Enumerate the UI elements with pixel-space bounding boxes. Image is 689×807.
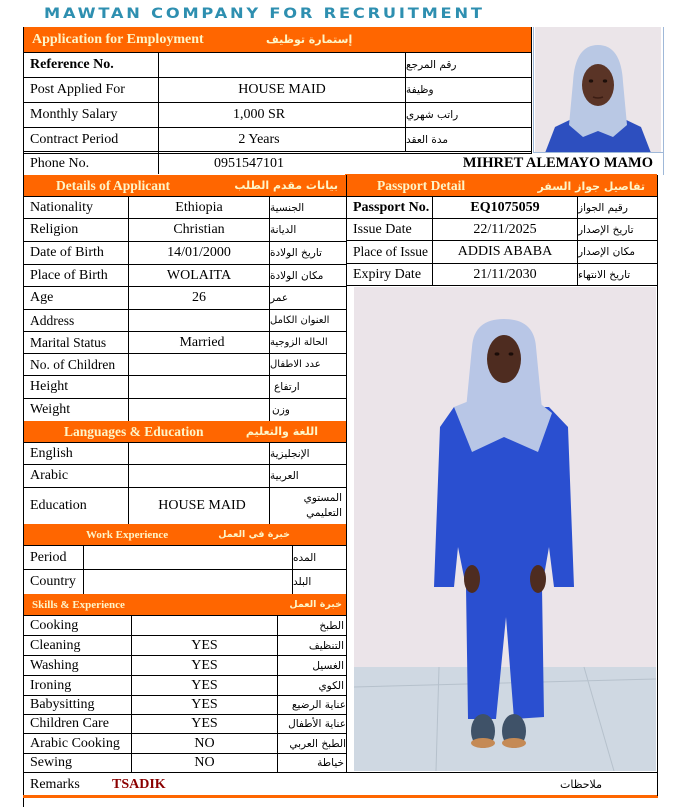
pob-label: Place of Birth — [30, 267, 108, 283]
skill-sewing-label-ar: خياطة — [317, 757, 344, 769]
period-value[interactable] — [84, 546, 292, 569]
skill-children-care-label: Children Care — [30, 716, 109, 731]
marital-status-value[interactable]: Married — [179, 334, 225, 350]
skill-arabic-cooking-value[interactable]: NO — [194, 735, 215, 751]
skill-ironing-label: Ironing — [30, 677, 72, 693]
education-label-ar-line1: المستوي — [303, 492, 342, 504]
applicant-details-header-ar: بيانات مقدم الطلب — [234, 179, 338, 192]
skills-header-en: Skills & Experience — [32, 598, 125, 611]
weight-label: Weight — [30, 402, 71, 417]
height-label: Height — [30, 379, 69, 394]
issue-date-label-ar: تاريخ الإصدار — [578, 223, 634, 236]
remarks-value[interactable]: TSADIK — [112, 776, 166, 792]
period-label: Period — [30, 549, 67, 565]
skill-sewing-value[interactable]: NO — [194, 755, 215, 770]
reference-label: Reference No. — [30, 57, 114, 72]
languages-header-ar: اللغة والتعليم — [245, 425, 318, 438]
remarks-label-ar: ملاحظات — [560, 778, 602, 791]
address-label: Address — [30, 312, 75, 328]
skills-header-ar: خبرة العمل — [289, 599, 342, 610]
remarks-label: Remarks — [30, 776, 80, 792]
post-label-ar: وظيفة — [406, 84, 434, 96]
full-body-image — [354, 287, 656, 771]
education-value[interactable]: HOUSE MAID — [158, 498, 246, 513]
skill-babysitting-label-ar: عناية الرضيع — [291, 699, 346, 711]
address-value[interactable] — [129, 310, 269, 331]
place-of-issue-label-ar: مكان الإصدار — [578, 246, 635, 258]
education-label-ar — [270, 489, 342, 523]
application-header-ar: إستمارة توظيف — [266, 33, 353, 46]
religion-label-ar: الديانة — [270, 224, 297, 236]
english-value[interactable] — [129, 443, 269, 464]
reference-label-ar: رقم المرجع — [406, 59, 457, 71]
skill-children-care-label-ar: عناية الأطفال — [288, 718, 346, 730]
skill-washing-value[interactable]: YES — [191, 657, 218, 673]
reference-value[interactable] — [159, 53, 405, 77]
marital-status-label: Marital Status — [30, 334, 107, 350]
work-experience-header-ar: خبرة في العمل — [218, 529, 290, 540]
arabic-label-ar: العربية — [270, 470, 299, 482]
weight-value[interactable] — [129, 399, 269, 421]
post-label: Post Applied For — [30, 82, 125, 97]
skill-cooking-value[interactable] — [132, 616, 277, 635]
children-value[interactable] — [129, 354, 269, 375]
education-label-ar-line2: التعليمي — [306, 507, 342, 519]
pob-label-ar: مكان الولادة — [270, 269, 324, 282]
religion-label: Religion — [30, 222, 79, 237]
passport-no-label-ar: رقيم الجواز — [578, 201, 628, 214]
salary-label-ar: راتب شهري — [406, 109, 459, 121]
post-value[interactable]: HOUSE MAID — [238, 82, 326, 97]
skill-washing-label: Washing — [30, 657, 79, 673]
portrait-image — [535, 27, 661, 153]
issue-date-value[interactable]: 22/11/2025 — [473, 221, 537, 237]
expiry-date-label: Expiry Date — [353, 266, 422, 282]
salary-label: Monthly Salary — [30, 107, 118, 122]
contract-label: Contract Period — [30, 131, 119, 147]
skill-sewing-label: Sewing — [30, 755, 72, 770]
height-value[interactable] — [129, 376, 269, 398]
skill-arabic-cooking-label-ar: الطبخ العربي — [289, 737, 346, 750]
work-experience-header-en: Work Experience — [86, 528, 169, 541]
passport-header-en: Passport Detail — [377, 178, 466, 193]
languages-header — [24, 421, 346, 442]
pob-value[interactable]: WOLAITA — [166, 267, 232, 283]
english-label: English — [30, 445, 73, 461]
address-label-ar: العنوان الكامل — [270, 315, 330, 326]
expiry-date-label-ar: تاريخ الانتهاء — [578, 268, 631, 281]
skills-header — [24, 594, 346, 615]
nationality-label-ar: الجنسية — [270, 201, 305, 214]
skill-cleaning-label: Cleaning — [30, 637, 81, 653]
applicant-details-header — [24, 175, 346, 196]
company-title: MAWTAN COMPANY FOR RECRUITMENT — [44, 6, 485, 22]
skill-cooking-label: Cooking — [30, 617, 79, 633]
skill-babysitting-label: Babysitting — [30, 697, 95, 712]
applicant-details-header-en: Details of Applicant — [56, 177, 171, 193]
skill-children-care-value[interactable]: YES — [191, 716, 218, 731]
phone-label: Phone No. — [30, 156, 90, 171]
arabic-label: Arabic — [30, 468, 69, 483]
country-value[interactable] — [84, 570, 292, 594]
applicant-full-body-photo — [354, 287, 656, 771]
expiry-date-value[interactable]: 21/11/2030 — [473, 266, 537, 282]
education-label: Education — [30, 498, 87, 513]
religion-value[interactable]: Christian — [173, 222, 225, 237]
age-value[interactable]: 26 — [192, 290, 206, 305]
place-of-issue-label: Place of Issue — [353, 244, 428, 259]
languages-header-en: Languages & Education — [64, 423, 204, 439]
children-label-ar: عدد الاطفال — [270, 359, 321, 370]
marital-status-label-ar: الحالة الزوجية — [270, 337, 328, 348]
country-label-ar: البلد — [293, 576, 312, 588]
skill-ironing-value[interactable]: YES — [191, 677, 218, 693]
weight-label-ar: وزن — [272, 404, 290, 416]
english-label-ar: الإنجليزية — [270, 447, 310, 460]
nationality-value[interactable]: Ethiopia — [175, 199, 223, 215]
skill-arabic-cooking-label: Arabic Cooking — [30, 735, 120, 751]
passport-header-ar: تفاصيل جواز السفر — [537, 179, 645, 193]
nationality-label: Nationality — [30, 199, 93, 215]
application-header — [24, 27, 531, 52]
applicant-name: MIHRET ALEMAYO MAMO — [462, 154, 653, 171]
contract-value[interactable]: 2 Years — [238, 131, 280, 147]
place-of-issue-value[interactable]: ADDIS ABABA — [457, 244, 553, 259]
skill-cleaning-label-ar: التنظيف — [308, 639, 344, 652]
period-label-ar: المده — [293, 551, 317, 564]
skill-babysitting-value[interactable]: YES — [191, 697, 218, 712]
children-label: No. of Children — [30, 356, 116, 372]
dob-label-ar: تاريخ الولادة — [270, 247, 322, 259]
skill-cleaning-value[interactable]: YES — [191, 637, 218, 653]
age-label-ar: عمر — [270, 292, 289, 304]
height-label-ar: ارتفاع — [274, 381, 300, 393]
work-experience-header — [24, 524, 346, 545]
passport-header — [347, 176, 657, 196]
salary-value[interactable]: 1,000 SR — [232, 107, 286, 122]
applicant-portrait-photo — [535, 27, 661, 153]
age-label: Age — [30, 290, 54, 305]
skill-ironing-label-ar: الكوي — [318, 679, 344, 692]
passport-no-label: Passport No. — [353, 199, 430, 215]
contract-label-ar: مدة العقد — [406, 133, 448, 146]
dob-label: Date of Birth — [30, 245, 104, 260]
passport-no-value[interactable]: EQ1075059 — [470, 199, 540, 215]
skill-cooking-label-ar: الطبخ — [319, 619, 344, 632]
phone-value[interactable]: 0951547101 — [214, 156, 284, 171]
arabic-value[interactable] — [129, 465, 269, 487]
issue-date-label: Issue Date — [353, 221, 412, 237]
application-header-en: Application for Employment — [32, 31, 204, 47]
skill-washing-label-ar: الغسيل — [312, 659, 344, 672]
dob-value[interactable]: 14/01/2000 — [167, 245, 231, 260]
country-label: Country — [30, 574, 76, 589]
